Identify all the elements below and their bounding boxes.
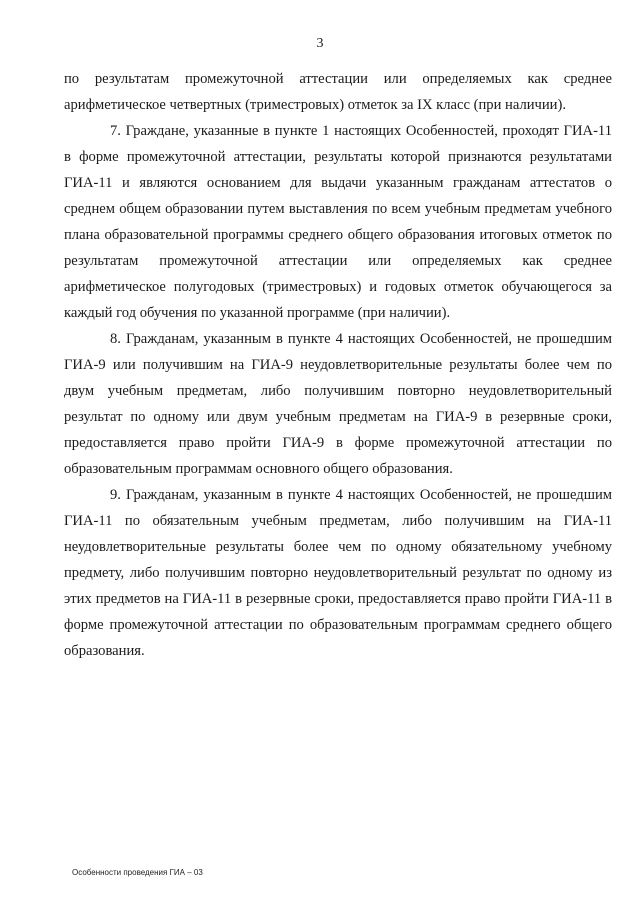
page-number: 3 bbox=[316, 36, 324, 51]
page-footer: Особенности проведения ГИА – 03 bbox=[72, 868, 203, 877]
document-body bbox=[64, 66, 612, 664]
paragraph-item-7: 7. Граждане, указанные в пункте 1 настоящих Особенностей, проходят ГИА-11 в форме промежуточной аттестации, результаты которой признаются результатами ГИА-11 и являются основанием для выдачи указанным гражданам аттестатов о среднем общем образовании путем выставления по всем учебным предметам учебного плана образовательной программы среднего общего образования итоговых отметок по результатам промежуточной аттестации или определяемых как среднее арифметическое полугодовых (триместровых) и годовых отметок обучающегося за каждый год обучения по указанной программе (при наличии). bbox=[64, 123, 612, 321]
paragraph-item-9: 9. Гражданам, указанным в пункте 4 настоящих Особенностей, не прошедшим ГИА-11 по обязательным учебным предметам, либо получившим на ГИА-11 неудовлетворительные результаты более чем по одному обязательному учебному предмету, либо получившим повторно неудовлетворительный результат по одному из этих предметов на ГИА-11 в резервные сроки, предоставляется право пройти ГИА-11 в форме промежуточной аттестации по образовательным программам среднего общего образования. bbox=[64, 487, 612, 659]
paragraph-continuation: по результатам промежуточной аттестации или определяемых как среднее арифметическое четвертных (триместровых) отметок за IX класс (при наличии). bbox=[64, 71, 612, 113]
paragraph-item-8: 8. Гражданам, указанным в пункте 4 настоящих Особенностей, не прошедшим ГИА-9 или получившим на ГИА-9 неудовлетворительные результаты более чем по двум учебным предметам, либо получившим повторно неудовлетворительный результат по одному или двум учебным предметам на ГИА-9 в резервные сроки, предоставляется право пройти ГИА-9 в форме промежуточной аттестации по образовательным программам основного общего образования. bbox=[64, 331, 612, 477]
